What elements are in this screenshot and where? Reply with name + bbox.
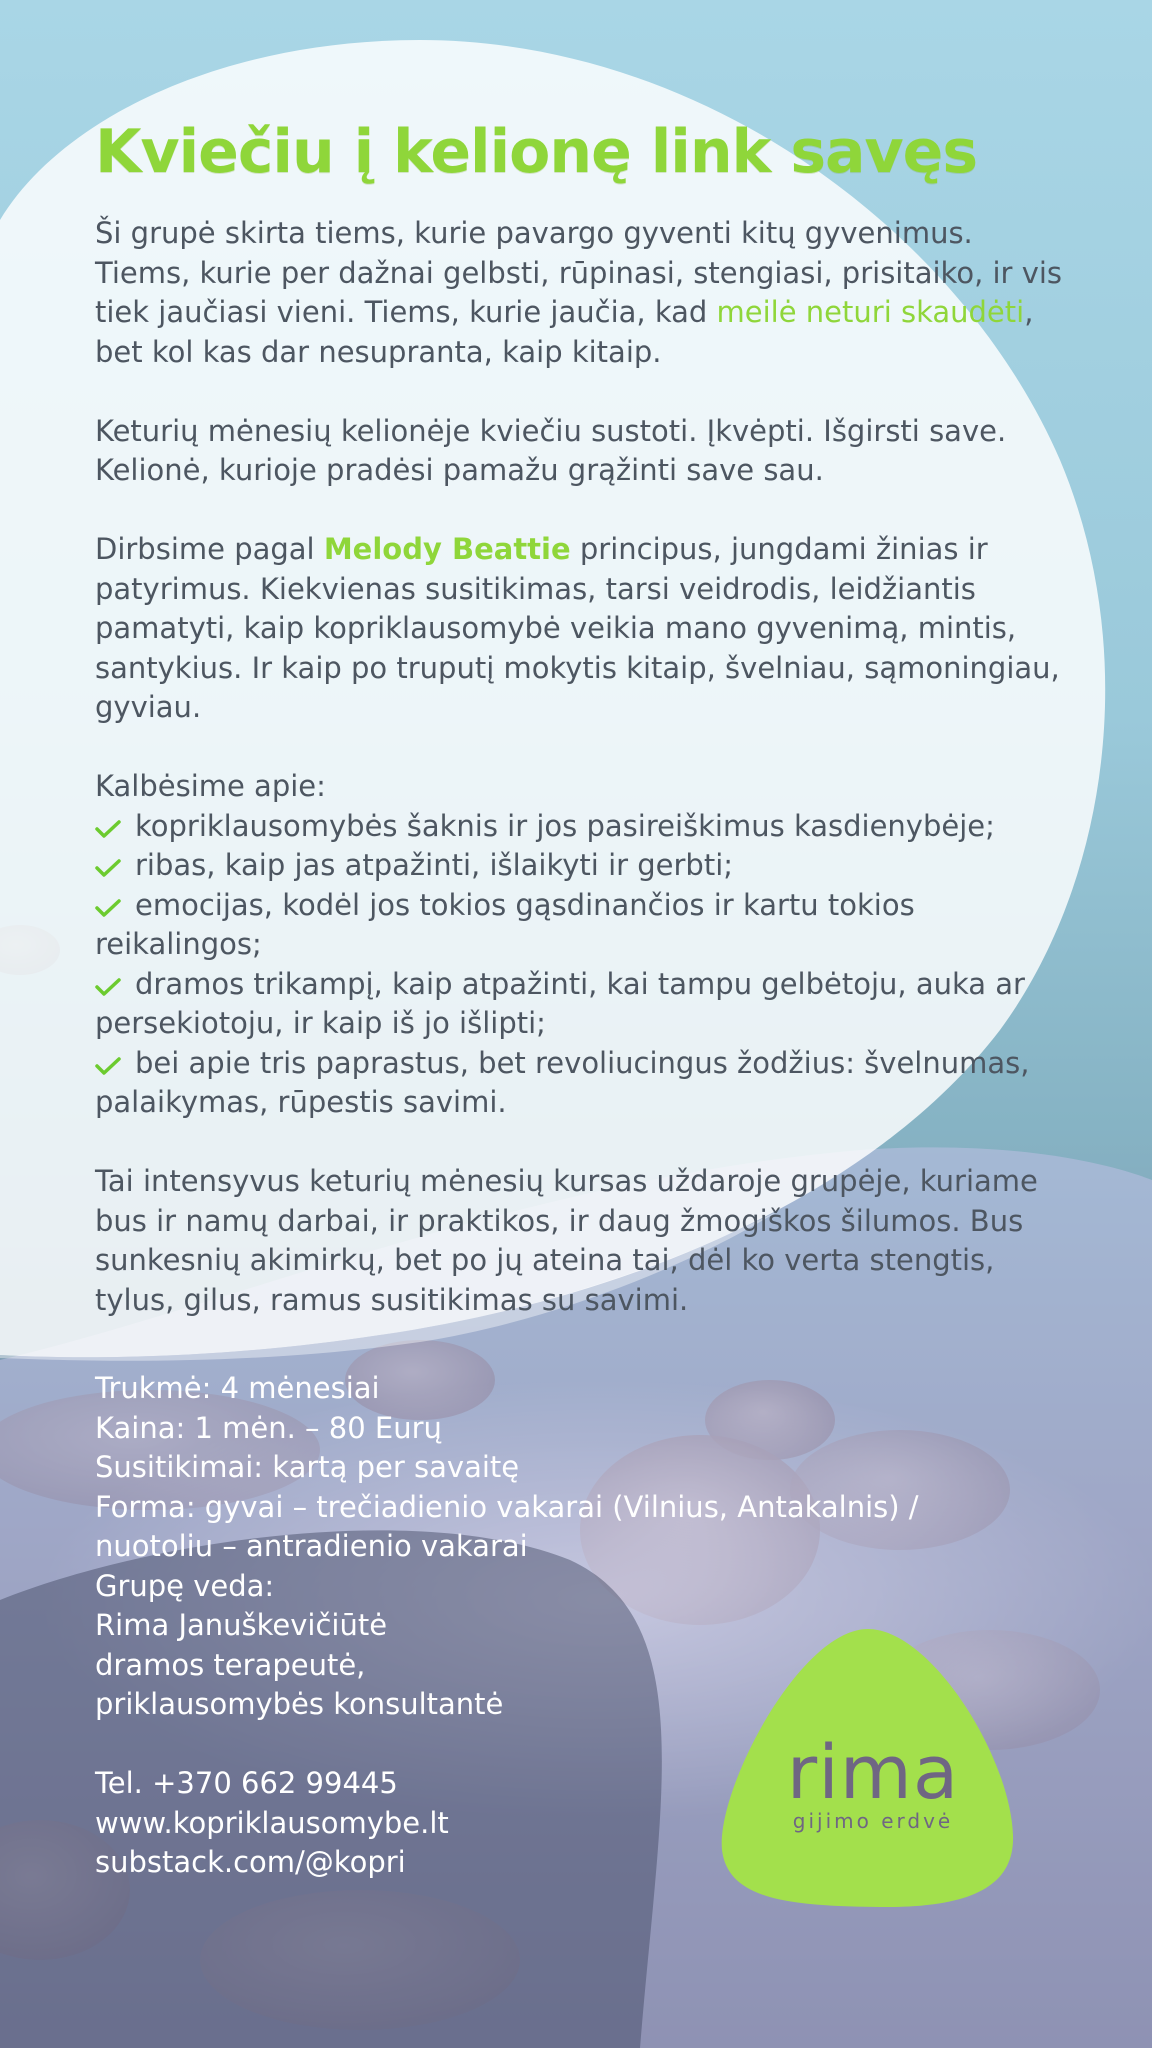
course-paragraph: Tai intensyvus keturių mėnesių kursas uždaroje grupėje, kuriame bus ir namų darbai, ir praktikos, ir daug žmogiškos šilumos. Bus sunkesnių akimirkų, bet po jų ateina tai, dėl ko verta stengtis, tylus, gilus, ramus susitikimas su savimi.	[95, 1164, 1038, 1317]
intro-paragraph: Ši grupė skirta tiems, kurie pavargo gyventi kitų gyvenimus. Tiems, kurie per dažnai gelbsti, rūpinasi, stengiasi, prisitaiko, ir vis tiek jaučiasi vieni. Tiems, kurie jaučia, kad meilė neturi skaudėti, bet kol kas dar nesupranta, kaip kitaip.	[95, 216, 1063, 369]
intro-highlight: meilė neturi skaudėti	[716, 295, 1025, 329]
checkmark-icon	[95, 978, 121, 996]
checkmark-icon	[95, 1057, 121, 1075]
page-title: Kviečiu į kelionę link savęs	[95, 117, 978, 187]
led-by-label: Grupę veda:	[95, 1568, 275, 1603]
logo-wordmark: rima	[786, 1730, 960, 1816]
method-highlight: Melody Beattie	[323, 532, 571, 566]
price: Kaina: 1 mėn. – 80 Eurų	[95, 1410, 442, 1445]
checkmark-icon	[95, 820, 121, 838]
duration: Trukmė: 4 mėnesiai	[95, 1371, 380, 1405]
format-line-2: nuotoliu – antradienio vakarai	[95, 1529, 528, 1563]
leader-role-2: priklausomybės konsultantė	[95, 1687, 504, 1721]
website-link[interactable]: www.kopriklausomybe.lt	[95, 1805, 449, 1840]
list-item: bei apie tris paprastus, bet revoliucingus žodžius: švelnumas, palaikymas, rūpestis savimi.	[95, 1045, 1030, 1119]
main-content	[95, 112, 1075, 1360]
topics-list	[95, 807, 1075, 1123]
method-paragraph: Dirbsime pagal Melody Beattie principus, jungdami žinias ir patyrimus. Kiekvienas susitikimas, tarsi veidrodis, leidžiantis pamatyti, kaip kopriklausomybė veikia mano gyvenimą, mintis, santykius. Ir kaip po truputį mokytis kitaip, švelniau, sąmoningiau, gyviau.	[95, 532, 1060, 724]
checkmark-icon	[95, 859, 121, 877]
substack-link[interactable]: substack.com/@kopri	[95, 1845, 406, 1879]
phone-link[interactable]: Tel. +370 662 99445	[95, 1766, 398, 1800]
checkmark-icon	[95, 899, 121, 917]
format-line-1: Forma: gyvai – trečiadienio vakarai (Vilnius, Antakalnis) /	[95, 1489, 919, 1524]
meetings: Susitikimai: kartą per savaitę	[95, 1450, 520, 1484]
list-item: emocijas, kodėl jos tokios gąsdinančios ir kartu tokios reikalingos;	[95, 887, 915, 961]
list-item: kopriklausomybės šaknis ir jos pasireiškimus kasdienybėje;	[95, 807, 1075, 847]
list-item: dramos trikampį, kaip atpažinti, kai tampu gelbėtoju, auka ar persekiotoju, ir kaip iš jo išlipti;	[95, 966, 1025, 1040]
list-item: ribas, kaip jas atpažinti, išlaikyti ir gerbti;	[95, 846, 1075, 886]
logo-tagline: gijimo erdvė	[792, 1809, 954, 1833]
leader-role-1: dramos terapeutė,	[95, 1647, 366, 1682]
journey-paragraph: Keturių mėnesių kelionėje kviečiu sustoti. Įkvėpti. Išgirsti save. Kelionė, kurioje pradėsi pamažu grąžinti save sau.	[95, 413, 1007, 487]
leader-name: Rima Januškevičiūtė	[95, 1608, 388, 1642]
topics-title: Kalbėsime apie:	[95, 769, 326, 803]
